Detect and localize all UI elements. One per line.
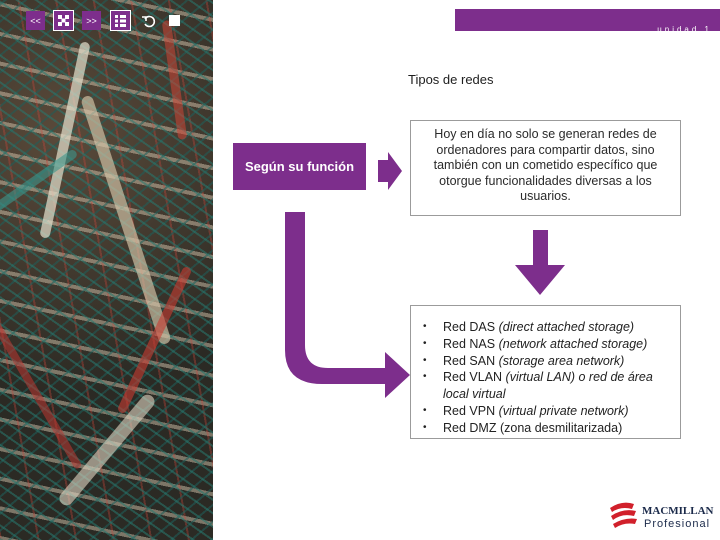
network-type-expansion: (network attached storage) (498, 336, 648, 351)
bullet: • (423, 337, 427, 349)
previous-label: << (30, 15, 41, 26)
bullet: • (423, 421, 427, 433)
network-type-name: Red DMZ (443, 420, 497, 435)
network-type-expansion: (zona desmilitarizada) (499, 420, 623, 435)
function-box-label: Según su función (244, 159, 355, 174)
bullet: • (423, 404, 427, 416)
curved-arrow-icon (285, 212, 410, 398)
list-item (411, 353, 680, 370)
network-type-name: Red VPN (443, 403, 496, 418)
right-arrow-icon (378, 152, 402, 190)
list-item (411, 336, 680, 353)
network-type-expansion: (storage area network) (498, 353, 625, 368)
network-type-name: Red DAS (443, 320, 496, 334)
bullet: • (423, 321, 427, 332)
list-item (411, 319, 680, 336)
bullet: • (423, 354, 427, 366)
list-item (411, 403, 680, 420)
network-type-name: Red NAS (443, 336, 496, 351)
logo-brand: MACMILLAN (642, 505, 714, 517)
macmillan-logo-icon (608, 498, 638, 530)
list-item (411, 369, 680, 403)
network-types-box (410, 305, 681, 439)
macmillan-logo (608, 496, 714, 536)
description-text: Hoy en día no solo se generan redes de ordenadores para compartir datos, sino también con un cometido específico que otorgue funcionalidades diversas a los usuarios. (433, 127, 658, 204)
list-item (411, 420, 680, 437)
down-arrow-icon (515, 230, 565, 295)
unit-label: unidad 1 (657, 25, 712, 34)
network-type-name: Red VLAN (443, 370, 503, 385)
network-type-name: Red SAN (443, 353, 496, 368)
bullet: • (423, 371, 427, 383)
slide-title: Tipos de redes (408, 72, 494, 87)
logo-sub: Profesional (644, 518, 711, 530)
network-type-expansion: (direct attached storage) (498, 320, 635, 334)
network-types-list (411, 306, 680, 437)
network-type-expansion: (virtual private network) (498, 403, 629, 418)
next-label: >> (86, 15, 97, 26)
network-type-expansion: (virtual LAN) o red de área local virtual (443, 370, 653, 402)
